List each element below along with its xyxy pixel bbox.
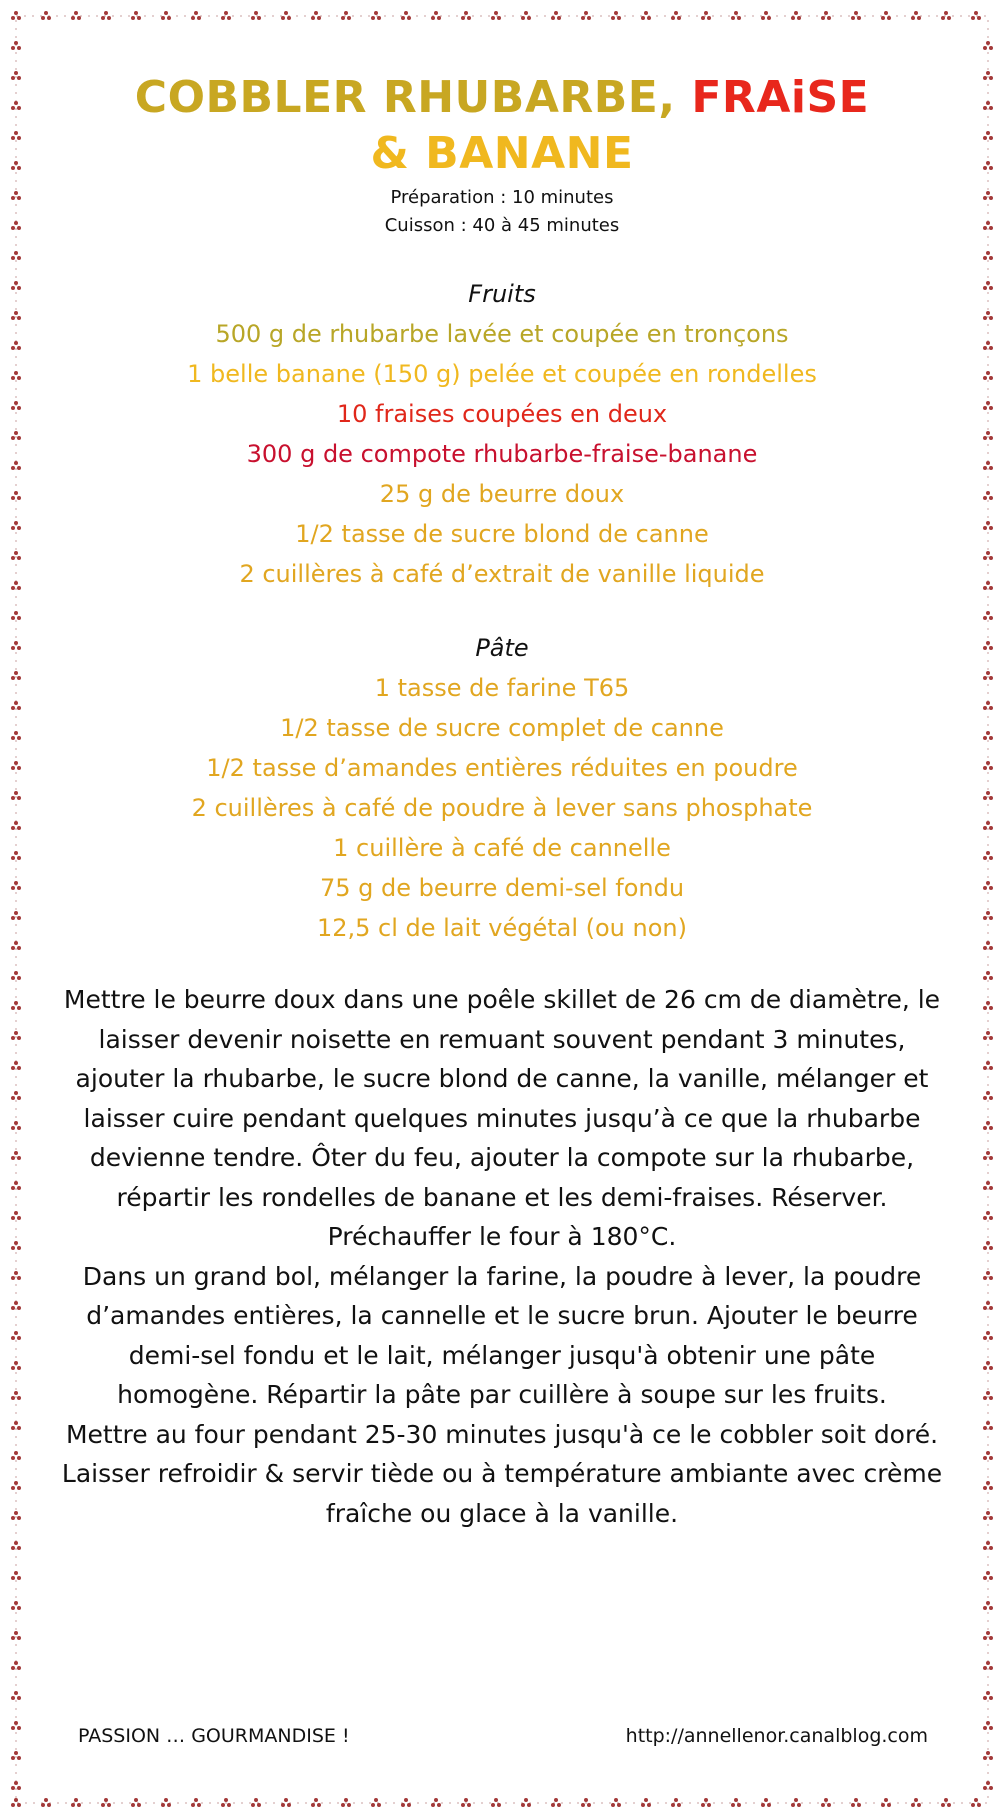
pate-ingredient-item: 1/2 tasse d’amandes entières réduites en poudre (206, 754, 798, 782)
title-part-3: & BANANE (370, 128, 634, 179)
border-ornament (611, 1798, 621, 1807)
border-ornament (131, 1798, 141, 1807)
border-ornament (311, 1798, 321, 1807)
border-ornament (11, 971, 21, 980)
border-ornament (371, 1798, 381, 1807)
fruits-section (60, 274, 944, 594)
pate-ingredient-item: 1 tasse de farine T65 (374, 674, 630, 702)
border-ornament (983, 491, 993, 500)
method-paragraph: Préchauffer le four à 180°C. (327, 1222, 677, 1251)
method-text (60, 980, 944, 1533)
border-ornament (11, 1151, 21, 1160)
border-ornament (983, 1511, 993, 1520)
border-ornament (551, 1798, 561, 1807)
border-ornament (911, 1798, 921, 1807)
border-ornament (11, 791, 21, 800)
border-ornament (11, 671, 21, 680)
border-ornament (971, 1798, 981, 1807)
method-paragraph: Laisser refroidir & servir tiède ou à température ambiante avec crème fraîche ou glace à la vanille. (61, 1459, 943, 1528)
border-ornament (11, 911, 21, 920)
border-ornament (983, 731, 993, 740)
border-ornament (983, 311, 993, 320)
border-ornament (431, 1798, 441, 1807)
border-ornament (11, 731, 21, 740)
fruit-ingredient-item: 500 g de rhubarbe lavée et coupée en tronçons (215, 320, 789, 348)
border-ornament (983, 851, 993, 860)
border-ornament (71, 1798, 81, 1807)
fruit-ingredient-item: 25 g de beurre doux (379, 480, 625, 508)
border-ornament (983, 1391, 993, 1400)
border-ornament (11, 71, 21, 80)
title-part-1: COBBLER RHUBARBE, (134, 72, 692, 123)
border-ornament (11, 1751, 21, 1760)
border-ornament (11, 611, 21, 620)
border-ornament (983, 1091, 993, 1100)
fruit-ingredient-item: 300 g de compote rhubarbe-fraise-banane (246, 440, 758, 468)
border-ornament (983, 911, 993, 920)
border-ornament (983, 551, 993, 560)
border-ornament (251, 1798, 261, 1807)
fruits-list (60, 314, 944, 594)
border-ornament (11, 1091, 21, 1100)
border-ornament (11, 1211, 21, 1220)
recipe-card (60, 70, 944, 1533)
border-ornament (983, 971, 993, 980)
border-ornament (11, 191, 21, 200)
border-ornament (11, 1631, 21, 1640)
border-ornament (983, 1751, 993, 1760)
border-ornament (11, 431, 21, 440)
border-ornament (983, 131, 993, 140)
border-ornament (11, 1391, 21, 1400)
border-ornament (983, 611, 993, 620)
recipe-times (60, 184, 944, 240)
fruit-ingredient-item: 1/2 tasse de sucre blond de canne (295, 520, 709, 548)
border-ornament (983, 191, 993, 200)
border-ornament (983, 1271, 993, 1280)
pate-heading: Pâte (475, 634, 529, 662)
border-ornament (11, 251, 21, 260)
border-ornament (983, 1571, 993, 1580)
border-ornament (983, 1151, 993, 1160)
border-ornament (191, 1798, 201, 1807)
border-ornament (983, 1031, 993, 1040)
cooking-time: Cuisson : 40 à 45 minutes (384, 215, 620, 236)
fruit-ingredient-item: 10 fraises coupées en deux (336, 400, 668, 428)
border-ornament (11, 131, 21, 140)
pate-ingredient-item: 12,5 cl de lait végétal (ou non) (316, 914, 687, 942)
method-paragraph: Dans un grand bol, mélanger la farine, la poudre à lever, la poudre d’amandes entières, la cannelle et le sucre brun. Ajouter le beurre demi-sel fondu et le lait, mélanger jusqu'à obtenir une pâte homogène. Répartir la pâte par cuillère à soupe sur les fruits. (82, 1261, 922, 1409)
method-paragraph: Mettre le beurre doux dans une poêle skillet de 26 cm de diamètre, le laisser devenir noisette en remuant souvent pendant 3 minutes, ajouter la rhubarbe, le sucre blond de canne, la vanille, mélanger et laisser cuire pendant quelques minutes jusqu’à ce que la rhubarbe devienne tendre. Ôter du feu, ajouter la compote sur la rhubarbe, répartir les rondelles de banane et les demi-fraises. Réserver. (63, 985, 941, 1212)
pate-ingredient-item: 2 cuillères à café de poudre à lever sans phosphate (191, 794, 813, 822)
fruit-ingredient-item: 1 belle banane (150 g) pelée et coupée en rondelles (187, 360, 817, 388)
border-ornament (983, 671, 993, 680)
border-ornament (11, 311, 21, 320)
border-ornament (11, 1691, 21, 1700)
border-ornament (983, 71, 993, 80)
border-ornament (983, 1331, 993, 1340)
border-ornament (11, 1271, 21, 1280)
border-ornament (671, 1798, 681, 1807)
border-ornament (11, 1031, 21, 1040)
border-ornament (983, 251, 993, 260)
border-ornament (11, 851, 21, 860)
fruits-heading: Fruits (468, 280, 536, 308)
footer-tagline: PASSION … GOURMANDISE ! (78, 1725, 350, 1747)
border-ornament (983, 1211, 993, 1220)
border-ornament (983, 1691, 993, 1700)
border-ornament (983, 791, 993, 800)
border-ornament (731, 1798, 741, 1807)
method-paragraph: Mettre au four pendant 25-30 minutes jusqu'à ce le cobbler soit doré. (65, 1419, 939, 1449)
preparation-time: Préparation : 10 minutes (390, 187, 614, 208)
border-ornament (11, 1451, 21, 1460)
border-ornament (791, 1798, 801, 1807)
fruit-ingredient-item: 2 cuillères à café d’extrait de vanille liquide (239, 560, 765, 588)
border-ornament (491, 1798, 501, 1807)
border-ornament (11, 1331, 21, 1340)
border-ornament (983, 431, 993, 440)
border-ornament (983, 1631, 993, 1640)
border-ornament (11, 1511, 21, 1520)
border-ornament (11, 371, 21, 380)
border-ornament (983, 1451, 993, 1460)
pate-ingredient-item: 75 g de beurre demi-sel fondu (319, 874, 685, 902)
pate-ingredient-item: 1/2 tasse de sucre complet de canne (280, 714, 724, 742)
title-part-2: FRAiSE (691, 72, 870, 123)
border-ornament (11, 1798, 21, 1807)
pate-ingredient-item: 1 cuillère à café de cannelle (333, 834, 671, 862)
border-ornament (11, 551, 21, 560)
pate-section (60, 628, 944, 948)
border-ornament (851, 1798, 861, 1807)
recipe-title (60, 70, 944, 182)
footer-url[interactable]: http://annellenor.canalblog.com (625, 1725, 928, 1747)
pate-list (60, 668, 944, 948)
border-ornament (983, 371, 993, 380)
border-ornament (11, 1571, 21, 1580)
border-ornament (11, 491, 21, 500)
